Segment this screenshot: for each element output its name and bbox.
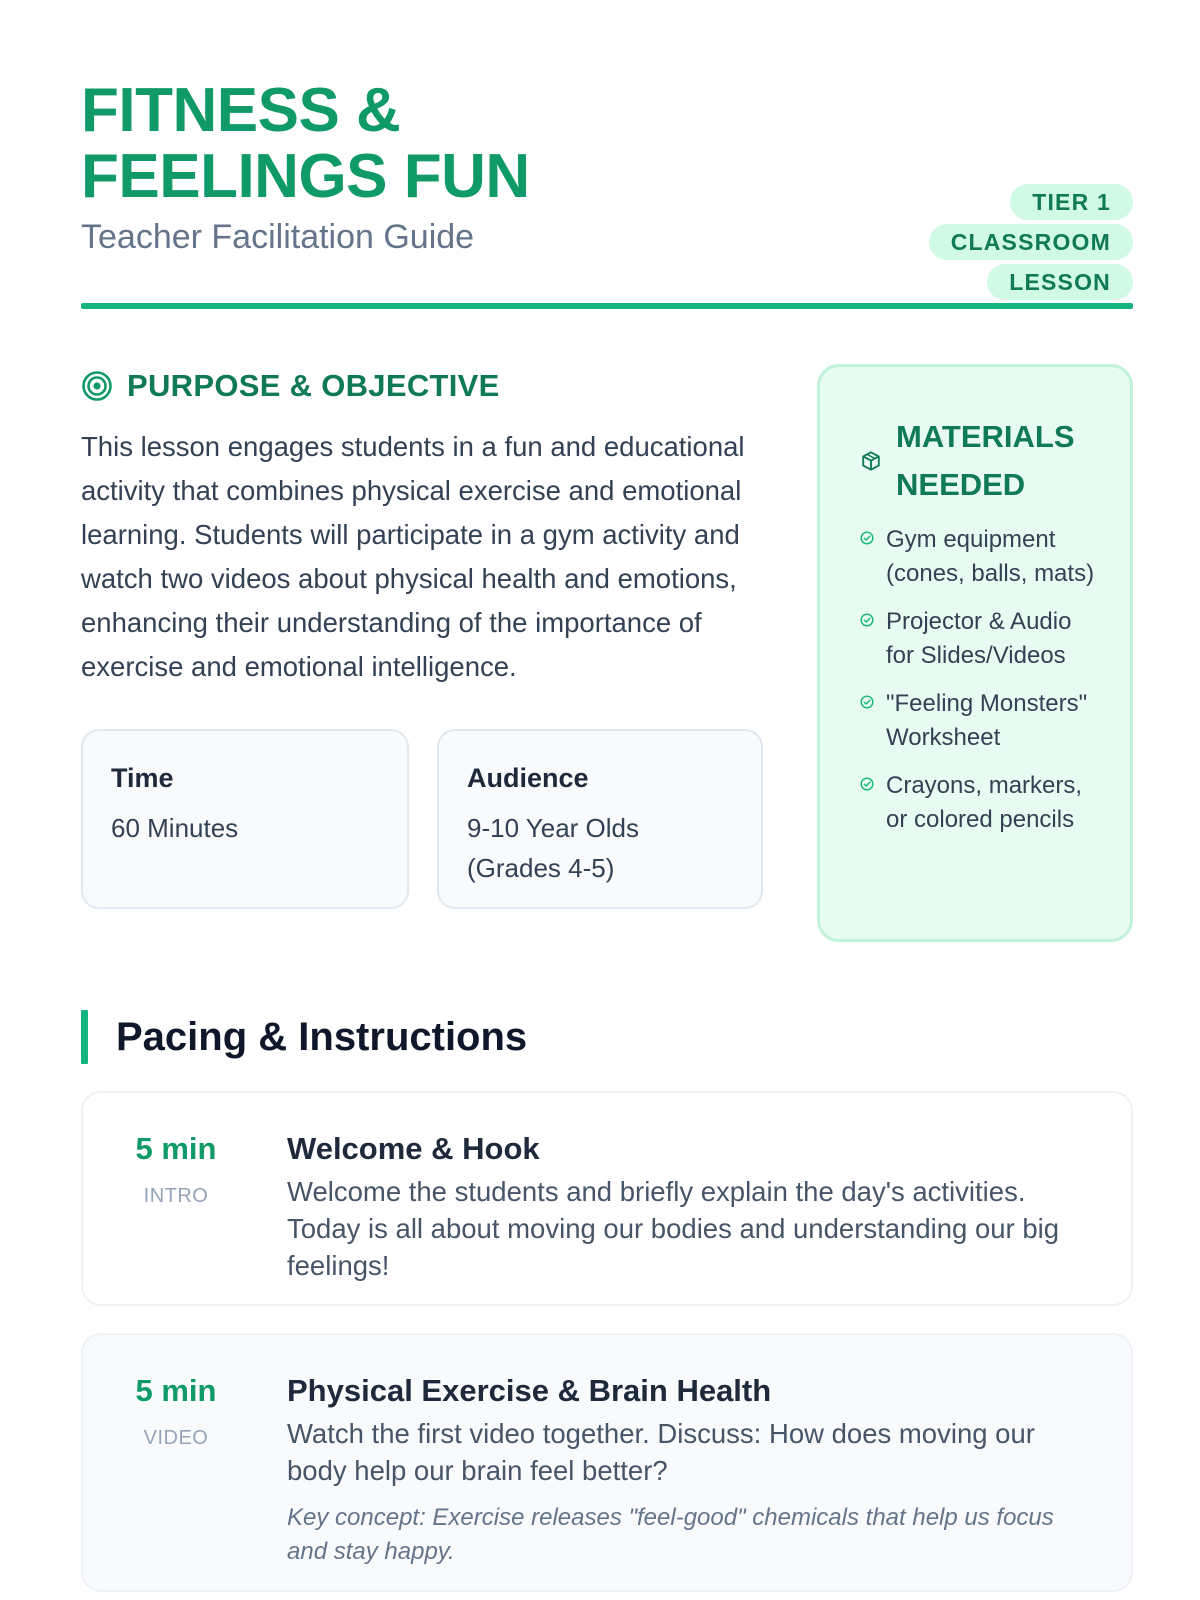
step-duration: 5 min <box>135 1373 217 1408</box>
check-circle-icon <box>860 613 874 627</box>
time-value: 60 Minutes <box>111 813 239 843</box>
materials-item-text: "Feeling Monsters" Worksheet <box>886 690 1088 751</box>
step-note: Key concept: Exercise releases "feel-good" chemicals that help us focus and stay happy. <box>287 1504 1054 1565</box>
page-subtitle: Teacher Facilitation Guide <box>81 218 475 256</box>
pacing-step <box>81 1333 1133 1592</box>
box-icon <box>860 450 882 472</box>
step-tag: INTRO <box>143 1185 209 1207</box>
step-body <box>287 1129 1087 1284</box>
purpose-heading <box>81 368 500 404</box>
materials-heading <box>860 413 1106 509</box>
purpose-title: PURPOSE & OBJECTIVE <box>127 368 500 403</box>
materials-item <box>860 687 1100 755</box>
materials-panel <box>817 364 1133 942</box>
tier-badge-label: TIER 1 CLASSROOM LESSON <box>929 184 1133 300</box>
materials-item <box>860 605 1100 673</box>
materials-item-text: Gym equipment (cones, balls, mats) <box>886 526 1095 587</box>
step-description: Watch the first video together. Discuss: How does moving our body help our brain feel better? <box>287 1418 1035 1486</box>
audience-card <box>437 729 763 909</box>
step-description: Welcome the students and briefly explain the day's activities. Today is all about moving our bodies and understanding our big feelings! <box>287 1176 1060 1281</box>
materials-item <box>860 523 1100 591</box>
header-divider <box>81 303 1133 309</box>
purpose-text: This lesson engages students in a fun and educational activity that combines physical exercise and emotional learning. Students will participate in a gym activity and watch two videos about physical health and emotions, enhancing their understanding of the importance of exercise and emotional intelligence. <box>81 431 745 682</box>
page-title: FITNESS & FEELINGS FUN <box>81 76 530 211</box>
pacing-accent-bar <box>81 1010 88 1064</box>
audience-value: 9-10 Year Olds (Grades 4-5) <box>467 813 640 883</box>
step-duration: 5 min <box>135 1131 217 1166</box>
pacing-step <box>81 1091 1133 1306</box>
step-title: Welcome & Hook <box>287 1131 540 1166</box>
time-card <box>81 729 409 909</box>
check-circle-icon <box>860 531 874 545</box>
materials-item-text: Projector & Audio for Slides/Videos <box>886 608 1072 669</box>
materials-list <box>860 523 1100 851</box>
time-label: Time <box>111 763 174 793</box>
target-icon <box>81 370 113 402</box>
check-circle-icon <box>860 777 874 791</box>
step-tag: VIDEO <box>143 1427 209 1449</box>
step-body <box>287 1371 1087 1569</box>
materials-title: MATERIALS NEEDED <box>896 419 1075 502</box>
materials-item-text: Crayons, markers, or colored pencils <box>886 772 1083 833</box>
materials-item <box>860 769 1100 837</box>
pacing-title: Pacing & Instructions <box>116 1015 528 1059</box>
page-header <box>81 78 1133 313</box>
check-circle-icon <box>860 695 874 709</box>
step-title: Physical Exercise & Brain Health <box>287 1373 772 1408</box>
tier-badge <box>883 182 1133 302</box>
audience-label: Audience <box>467 763 589 793</box>
